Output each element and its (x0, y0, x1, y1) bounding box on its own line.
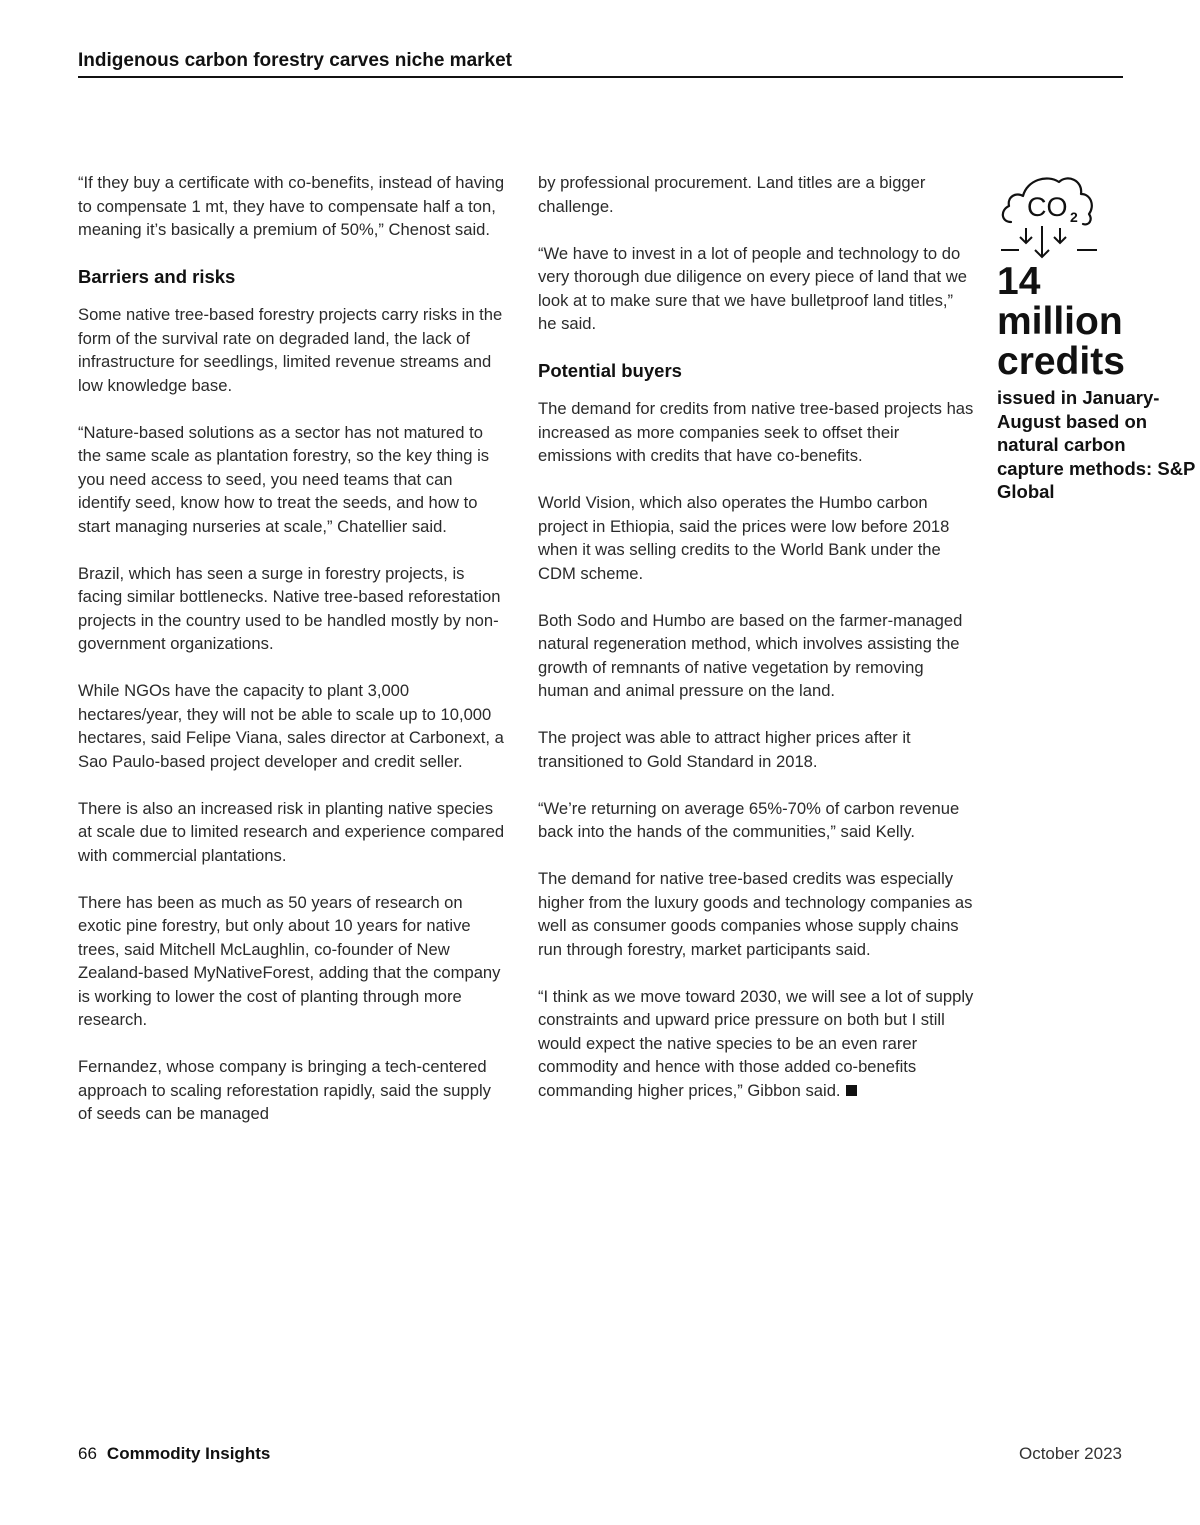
paragraph: The demand for native tree-based credits was especially higher from the luxury goods and technology companies as well as consumer goods companies whose supply chains run through forestry, market participants said. (538, 869, 973, 959)
paragraph: by professional procurement. Land titles are a bigger challenge. (538, 173, 926, 216)
section-heading-buyers: Potential buyers (538, 360, 682, 381)
end-mark-icon (846, 1085, 857, 1096)
paragraph: Brazil, which has seen a surge in forestry projects, is facing similar bottlenecks. Native tree-based reforestation projects in the country used to be handled mostly by non-government organizations. (78, 563, 501, 653)
page-number: 66 (78, 1444, 97, 1463)
header-divider (78, 76, 1123, 78)
paragraph: The demand for credits from native tree-based projects has increased as more companies seek to offset their emissions with credits that have co-benefits. (538, 399, 974, 465)
paragraph-final (538, 985, 974, 1103)
paragraph: “We have to invest in a lot of people and technology to do very thorough due diligence on every piece of land that we look at to make sure that we have bulletproof land titles,” he said. (538, 243, 967, 333)
paragraph: Both Sodo and Humbo are based on the farmer-managed natural regeneration method, which involves assisting the growth of remnants of native vegetation by removing human and animal pressure on the land. (538, 610, 963, 700)
paragraph-text: “I think as we move toward 2030, we will see a lot of supply constraints and upward price pressure on both but I still would expect the native species to be an even rarer commodity and hence with those added co-benefits commanding higher prices,” Gibbon said. (538, 986, 974, 1100)
paragraph: The project was able to attract higher prices after it transitioned to Gold Standard in 2018. (538, 728, 911, 771)
paragraph: World Vision, which also operates the Humbo carbon project in Ethiopia, said the prices were low before 2018 when it was selling credits to the World Bank under the CDM scheme. (538, 493, 950, 583)
stat-value: 14 (997, 260, 1041, 303)
paragraph: Fernandez, whose company is bringing a tech-centered approach to scaling reforestation rapidly, said the supply of seeds can be managed (78, 1057, 491, 1123)
paragraph: “We’re returning on average 65%-70% of carbon revenue back into the hands of the communities,” said Kelly. (538, 798, 960, 841)
issue-date: October 2023 (1018, 1444, 1122, 1463)
co2-label: CO (1027, 192, 1068, 222)
paragraph: There has been as much as 50 years of research on exotic pine forestry, but only about 10 years for native trees, said Mitchell McLaughlin, co-founder of New Zealand-based MyNativeForest, adding that the company is working to lower the cost of planting through more research. (78, 892, 501, 1029)
paragraph: While NGOs have the capacity to plant 3,000 hectares/year, they will not be able to scale up to 10,000 hectares, said Felipe Viana, sales director at Carbonext, a Sao Paulo-based project developer and credit seller. (78, 681, 504, 771)
stat-callout (997, 170, 1197, 504)
footer-left (78, 1444, 270, 1464)
paragraph: Some native tree-based forestry projects carry risks in the form of the survival rate on degraded land, the lack of infrastructure for seedlings, limited revenue streams and low knowledge base. (78, 305, 503, 395)
stat-description: issued in January-August based on natural carbon capture methods: S&P Global (997, 387, 1196, 502)
stat-unit-line2: credits (997, 340, 1125, 383)
paragraph: “Nature-based solutions as a sector has not matured to the same scale as plantation forestry, so the key thing is you need access to seed, you need teams that can identify seed, know how to treat the seeds, and how to start managing nurseries at scale,” Chatellier said. (78, 422, 490, 536)
middle-column (538, 171, 974, 1126)
co2-cloud-icon (997, 170, 1101, 260)
paragraph: “If they buy a certificate with co-benefits, instead of having to compensate 1 mt, they have to compensate half a ton, meaning it’s basically a premium of 50%,” Chenost said. (78, 173, 505, 239)
stat-unit-line1: million (997, 300, 1123, 343)
article-section-title: Indigenous carbon forestry carves niche market (78, 50, 512, 71)
publication-name: Commodity Insights (106, 1444, 271, 1463)
paragraph: There is also an increased risk in planting native species at scale due to limited research and experience compared with commercial plantations. (78, 798, 505, 865)
section-heading-barriers: Barriers and risks (78, 266, 236, 287)
left-column (78, 171, 506, 1149)
co2-subscript: 2 (1070, 209, 1078, 225)
